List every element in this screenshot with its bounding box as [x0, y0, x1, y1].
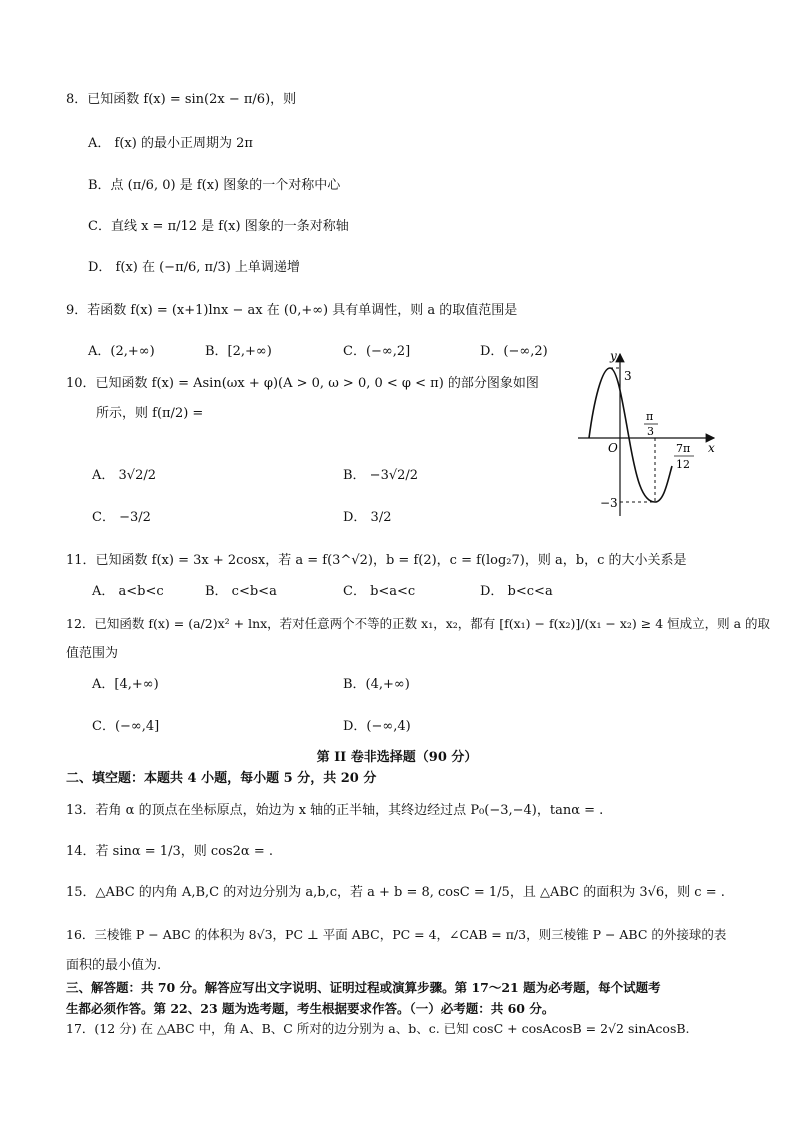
question-10-stem-line1: 10．已知函数 f(x) = Asin(ωx + φ)(A > 0, ω > 0, 0 < φ < π) 的部分图象如图 — [66, 376, 539, 391]
question-17: 17．(12 分) 在 △ABC 中，角 A、B、C 所对的边分别为 a、b、c. 已知 cosC + cosAcosB = 2√2 sinAcosB. — [66, 1021, 690, 1036]
min-x-denominator: 12 — [676, 458, 690, 471]
max-value-label: 3 — [624, 369, 632, 383]
question-9-option-c: C．(−∞,2] — [343, 344, 411, 359]
x-axis-label: x — [708, 441, 715, 455]
min-value-label: −3 — [600, 496, 618, 510]
question-16-line1: 16．三棱锥 P − ABC 的体积为 8√3，PC ⊥ 平面 ABC，PC = 4，∠CAB = π/3，则三棱锥 P − ABC 的外接球的表 — [66, 927, 727, 942]
question-12-stem-line2: 值范围为 — [66, 646, 119, 661]
sine-graph-figure — [572, 348, 722, 520]
question-10-stem-line2: 所示，则 f(π/2) = — [96, 406, 204, 421]
section-2-header: 二、填空题：本题共 4 小题，每小题 5 分，共 20 分 — [66, 771, 377, 786]
question-9-option-d: D．(−∞,2) — [480, 344, 548, 359]
sine-curve — [589, 368, 672, 502]
y-axis-label: y — [610, 349, 617, 363]
question-11-stem: 11．已知函数 f(x) = 3x + 2cosx，若 a = f(3^√2)，b = f(2)，c = f(log₂7)，则 a，b，c 的大小关系是 — [66, 553, 687, 568]
question-8-option-a: A． f(x) 的最小正周期为 2π — [88, 136, 253, 151]
zero-crossing-numerator: π — [646, 410, 654, 423]
section-3-header-line2: 生都必须作答。第 22、23 题为选考题，考生根据要求作答。（一）必考题：共 60 分。 — [66, 1001, 555, 1016]
zero-crossing-denominator: 3 — [647, 425, 654, 438]
question-12-option-d: D．(−∞,4) — [343, 719, 411, 734]
section-3-header-line1: 三、解答题：共 70 分。解答应写出文字说明、证明过程或演算步骤。第 17～21 题为必考题，每个试题考 — [66, 980, 661, 995]
question-10-option-b: B． −3√2/2 — [343, 468, 419, 483]
question-10-option-c: C． −3/2 — [92, 510, 151, 525]
question-14: 14．若 sinα = 1/3，则 cos2α = . — [66, 844, 273, 859]
question-11-option-a: A． a<b<c — [92, 584, 164, 599]
question-9-option-b: B．[2,+∞) — [205, 344, 272, 359]
question-11-option-b: B． c<b<a — [205, 584, 277, 599]
question-11-option-d: D． b<c<a — [480, 584, 553, 599]
question-10-option-d: D． 3/2 — [343, 510, 392, 525]
question-11-option-c: C． b<a<c — [343, 584, 416, 599]
question-8-option-d: D． f(x) 在 (−π/6, π/3) 上单调递增 — [88, 260, 300, 275]
question-16-line2: 面积的最小值为. — [66, 958, 162, 973]
min-x-numerator: 7π — [676, 442, 691, 455]
part-2-title: 第 II 卷非选择题（90 分） — [316, 750, 478, 765]
question-8-option-b: B．点 (π/6, 0) 是 f(x) 图象的一个对称中心 — [88, 178, 341, 193]
question-9-option-a: A．(2,+∞) — [88, 344, 155, 359]
question-10-option-a: A． 3√2/2 — [92, 468, 156, 483]
question-12-option-a: A．[4,+∞) — [92, 677, 159, 692]
question-8-option-c: C．直线 x = π/12 是 f(x) 图象的一条对称轴 — [88, 219, 349, 234]
question-15: 15．△ABC 的内角 A,B,C 的对边分别为 a,b,c，若 a + b = 8, cosC = 1/5，且 △ABC 的面积为 3√6，则 c = . — [66, 885, 725, 900]
question-13: 13．若角 α 的顶点在坐标原点，始边为 x 轴的正半轴，其终边经过点 P₀(−3,−4)，tanα = . — [66, 803, 604, 818]
question-9-stem: 9．若函数 f(x) = (x+1)lnx − ax 在 (0,+∞) 具有单调性，则 a 的取值范围是 — [66, 303, 518, 318]
question-12-option-b: B．(4,+∞) — [343, 677, 410, 692]
question-8-stem: 8．已知函数 f(x) = sin(2x − π/6)，则 — [66, 92, 297, 107]
question-12-stem-line1: 12．已知函数 f(x) = (a/2)x² + lnx，若对任意两个不等的正数 x₁，x₂，都有 [f(x₁) − f(x₂)]/(x₁ − x₂) ≥ 4 恒成立，则 a 的取 — [66, 616, 771, 631]
question-12-option-c: C．(−∞,4] — [92, 719, 160, 734]
origin-label: O — [608, 441, 618, 455]
